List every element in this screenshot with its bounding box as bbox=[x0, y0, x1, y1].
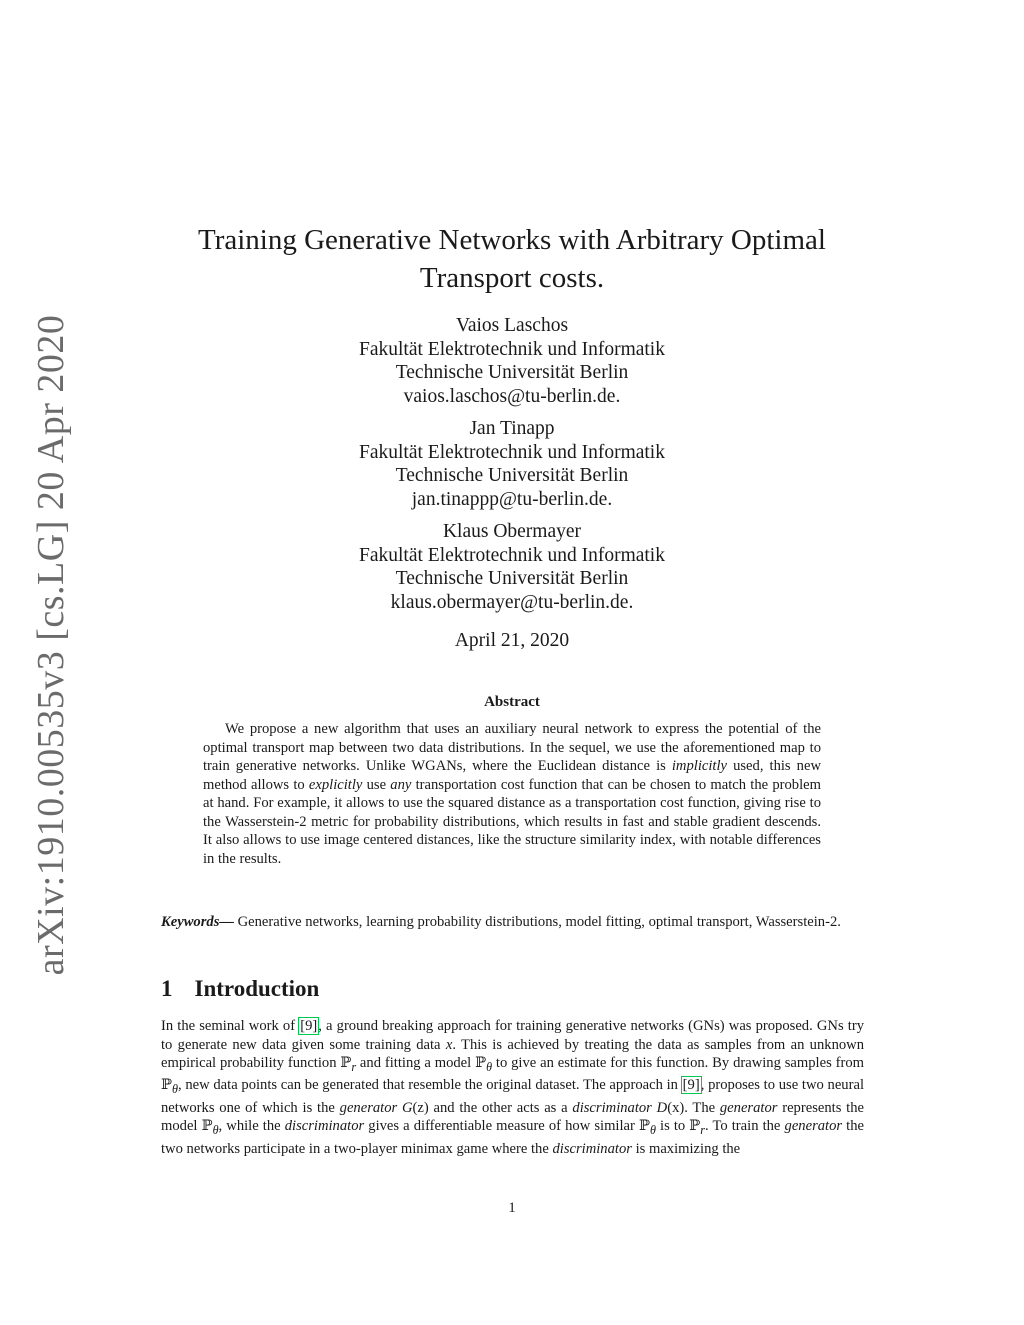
emphasis: any bbox=[390, 776, 412, 793]
arxiv-identifier: arXiv:1910.00535v3 [cs.LG] 20 Apr 2020 bbox=[30, 314, 72, 976]
keywords bbox=[161, 913, 864, 932]
author-block bbox=[160, 417, 864, 511]
section-number: 1 bbox=[161, 976, 173, 1001]
author-name: Vaios Laschos bbox=[455, 315, 569, 336]
section-title: Introduction bbox=[194, 976, 320, 1001]
author-university: Technische Universität Berlin bbox=[395, 465, 629, 486]
author-university: Technische Universität Berlin bbox=[395, 362, 629, 383]
author-list bbox=[160, 314, 864, 623]
author-name: Klaus Obermayer bbox=[442, 521, 582, 542]
page-number: 1 bbox=[508, 1200, 516, 1216]
keywords-label: Keywords— bbox=[161, 914, 234, 930]
introduction-paragraph: In the seminal work of [9], a ground breaking approach for training generative networks (GNs) was proposed. GNs try to generate new data given some training data x. This is achieved by treating the data as samples from an unknown empirical probability function ℙ$_r$ and fitting a model ℙ$_\theta$ to give an estimate for this function. By drawing samples from ℙ$_\theta$, new data points can be generated that resemble the original dataset. The approach in [9], proposes to use two neural networks one of which is the generator G(z) and the other acts as a discriminator D(x). The generator represents the model ℙ$_\theta$, while the discriminator gives a differentiable measure of how similar ℙ$_\theta$ is to ℙ$_r$. To train the generator the two networks participate in a two-player minimax game where the discriminator is maximizing the bbox=[161, 1018, 864, 1157]
keywords-text: Generative networks, learning probability distributions, model fitting, optimal transport, Wasserstein-2. bbox=[233, 914, 841, 930]
paper-date: April 21, 2020 bbox=[454, 630, 570, 651]
author-department: Fakultät Elektrotechnik und Informatik bbox=[359, 441, 665, 463]
author-block bbox=[160, 314, 864, 408]
emphasis: implicitly bbox=[671, 758, 727, 774]
abstract-text: We propose a new algorithm that uses an auxiliary neural network to express the potential of the optimal transport map between two data distributions. In the sequel, we use the aforementioned map to train generative networks. Unlike WGANs, where the Euclidean distance is implicitly used, this new method allows to explicitly use any transportation cost function that can be chosen to match the problem at hand. For example, it allows to use the squared distance as a transportation cost function, giving rise to the Wasserstein-2 metric for probability distributions, which results in fast and stable gradient descends. It also allows to use image centered distances, like the structure similarity index, with notable differences in the results. bbox=[203, 721, 821, 867]
paper-title: Training Generative Networks with Arbitrary Optimal Transport costs. bbox=[198, 224, 826, 294]
author-name: Jan Tinapp bbox=[469, 418, 555, 439]
author-university: Technische Universität Berlin bbox=[395, 568, 629, 589]
author-email: jan.tinappp@tu-berlin.de. bbox=[411, 488, 613, 510]
abstract-heading: Abstract bbox=[484, 694, 540, 710]
author-department: Fakultät Elektrotechnik und Informatik bbox=[359, 338, 665, 360]
citation-link[interactable]: [9] bbox=[300, 1018, 318, 1034]
author-department: Fakultät Elektrotechnik und Informatik bbox=[359, 544, 665, 566]
author-email: vaios.laschos@tu-berlin.de. bbox=[403, 385, 621, 407]
emphasis: explicitly bbox=[308, 776, 363, 793]
author-block bbox=[160, 520, 864, 614]
section-heading bbox=[161, 976, 319, 1002]
citation-link[interactable]: [9] bbox=[682, 1077, 700, 1094]
author-email: klaus.obermayer@tu-berlin.de. bbox=[390, 591, 634, 613]
